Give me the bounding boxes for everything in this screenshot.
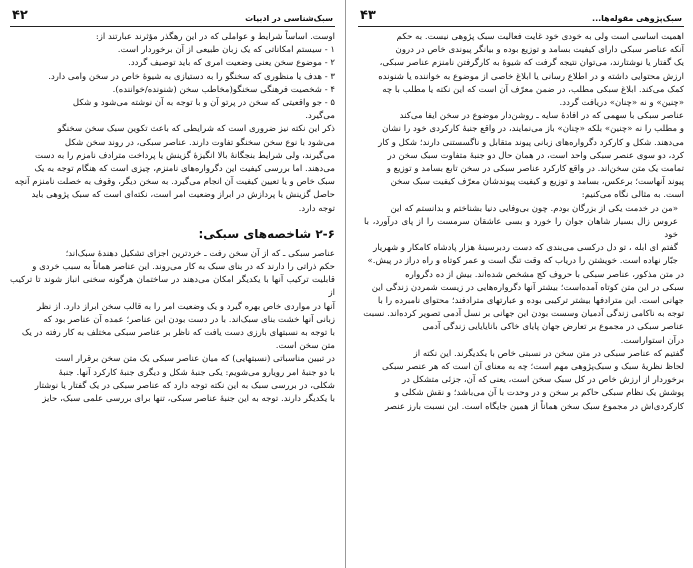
text-line: کمک می‌کند. ابلاغ سبکی مطلب، در ضمن معرّف آن است که این نکته یا مطلب با چه [382, 84, 684, 95]
text-line: عناصر سبکی با سهمی که در افادهٔ سایه ـ روشن‌دار موضوع در سخن ایفا می‌کند [399, 111, 684, 122]
text-line: لحاظ نظریهٔ سبک و سبک‌پژوهی مهم است؛ چه به معنای آن است که هر عنصر سبکی [382, 362, 684, 373]
list-item: ۴ - شخصیت فرهنگی سخنگو(مخاطب سخن (شنونده/خواننده). [112, 84, 335, 95]
text-line: کارکردی‌اش در مجموع سبک سخن هماناً از همین جایگاه است. این نسبت بارز عنصر [385, 401, 684, 412]
text-line: با توجه به نسبتهای بارزی دست یافت که ناظر بر عناصر سبکی مختلف به کار رفته در یک [21, 328, 335, 339]
text-line: آنها در مواردی خاص بهره گیرد و یک وضعیت امر را به قالب سخن ابراز دارد. از نظر [37, 301, 335, 312]
quote-line: گفتم ای ابله ، تو دل درکسی می‌بندی که دست ردبرسینهٔ هزار پادشاه کامکار و شهریار [373, 243, 678, 254]
left-page [0, 0, 346, 568]
text-line: با یکدیگر دارند. توجه به این جنبهٔ عناصر سبکی، تنها برای بررسی علمی سبک، حایز [42, 394, 335, 405]
text-line: کرد، دو سوی عنصر سبکی واحد است، در همان حال دو جنبهٔ متفاوت سبک سخن در [387, 150, 684, 161]
text-line: توجه به ناکامی زندگی آدمیان وسست بودن این جهانی بر نسل آدمی تصویر کرده‌اند. نسبت [363, 309, 684, 320]
text-line: اهمیت اساسی است ولی به خودی خود غایت فعالیت سبک پژوهی نیست. به حکم [396, 32, 684, 42]
text-line: برخوردار از ارزش خاص در کل سبک سخن است، یعنی که آن، جزئی متشکل در [402, 375, 684, 386]
list-item: ۵ - جو واقعیتی که سخن در پرتو آن و با توجه به آن نوشته می‌شود و شکل [72, 98, 335, 109]
text-line: آنکه عناصر سبکی دارای کیفیت بسامد و توزیع بوده و بیانگر پیوندی خاص در درون [395, 45, 684, 56]
text-line: است. به مثالی نگاه می‌کنیم: [581, 190, 684, 201]
left-running-title: سبک‌شناسی در ادبیات [245, 14, 333, 23]
text-line: جهانی است. این مترادفها بیشتر ترکیبی بوده و عبارتهای مترادفند؛ محتوای نامبرده را با [377, 296, 684, 307]
text-line: می‌گیرد. [305, 111, 335, 122]
text-line: با دو جنبهٔ امر رویارو می‌شویم: یکی جنبهٔ شکل و دیگری جنبهٔ کارکرد آنها. جنبهٔ [58, 367, 335, 378]
text-line: در تبیین مناسباتی (نسبتهایی) که میان عناصر سبکی یک متن سخن برقرار است [55, 354, 335, 365]
text-line: درآن استواراست. [620, 335, 684, 346]
quote-line: جبّار نهاده است. خویشتن را دریاب که وقت تنگ است و عمر کوتاه و راه دراز در پیش.» [367, 256, 678, 267]
text-line: می‌شود با نوع سخن سخنگو تفاوت دارند. عناصر سبکی، در روند سخن شکل [64, 137, 335, 148]
quote-line: عروس زال بسیار شاهان جوان را خورد و بسی عاشقان سرمست را از پای درآورد، با خود [364, 216, 678, 241]
right-page [346, 0, 692, 568]
text-line: یک گفتار یا نوشتارند، می‌توان نتیجه گرفت که شیوهٔ به کارگرفتن نامنزم عناصر سبکی، [379, 58, 684, 69]
text-line: حکم ذراتی را دارند که در بنای سبک به کار می‌روند. این عناصر هماناً به سبب خردی و [32, 262, 335, 273]
text-line: گفتیم که عناصر سبکی در متن سخن در نسبتی خاص با یکدیگرند. این نکته از [413, 348, 684, 359]
text-line: می‌دهند. شکل و کارکرد دگرواره‌های زبانی پیوند متقابل و ناگسستنی دارند؛ شکل و کار [378, 137, 684, 148]
right-running-title: سبک‌پژوهی مقوله‌ها... [592, 14, 682, 23]
list-item: ۱ - سیستم امکاناتی که یک زبان طبیعی از آن برخوردار است. [117, 45, 335, 56]
right-page-number: ۴۳ [360, 8, 376, 23]
text-line: تمامت یک متن سخن‌اند. در واقع کارکرد عناصر سبکی در سخن تابع بسامد و توزیع و [386, 164, 684, 175]
left-page-body [10, 31, 335, 406]
text-line: «چنین» و نه «چنان» دریافت گردد. [559, 98, 684, 109]
text-line: سبکی در این متن کوتاه آمده‌است؛ بیشتر آنها دگرواره‌هایی در زیست شمردن زندگی این [371, 282, 684, 293]
left-page-number: ۴۲ [12, 8, 28, 23]
section-heading: ۲-۶ شاخصه‌های سبکی: [198, 226, 335, 241]
text-line: عناصر سبکی در مجموع بر تعارض جهان پایای خاکی بانایایایی زندگی آدمی [422, 322, 684, 333]
left-page-header [10, 6, 335, 27]
text-line: قابلیت ترکیب آنها با یکدیگر امکان می‌دهند در ساختمان هرگونه سخنی انباز شوند تا ترکیب از [10, 275, 335, 299]
text-line: اوست. اساساً شرایط و عواملی که در این رهگذر مؤثرند عبارتند از: [95, 32, 335, 42]
text-line: زبانی آنها خشت بنای سبک‌اند. با در دست بودن این عناصر؛ عمده آن عناصر بود که [43, 314, 335, 325]
text-line: می‌دهند. اما بررسی کیفیت این دگرواره‌های نامنزم، چیزی است که هنگام توجه به یک [34, 164, 335, 175]
quoted-passage [358, 203, 684, 269]
text-line: می‌گیرند، ولی شرایط بنجگانهٔ بالا انگیزهٔ گزینش یا پرداخت مترادف نامزم را به دست [35, 150, 335, 161]
text-line: و مطلب را نه «چنین» بلکه «چنان» باز می‌نمایند، در واقع جنبهٔ کارکردی خود را نشان [382, 124, 684, 135]
list-item: ۲ - موضوع سخن یعنی وضعیت امری که باید توصیف گردد. [128, 58, 335, 69]
list-item: ۳ - هدف یا منظوری که سخنگو را به دستیازی به شیوهٔ خاص در سخن وامی دارد. [48, 71, 335, 82]
text-line: پوشش یک نظام سبکی حاکم بر سخن و در وحدت با آن می‌باشد؛ و نقش شکلی و [394, 388, 684, 399]
text-line: سبک خاص و یا تعیین کیفیت آن انجام می‌گیرد. به سخن دیگر، وقوف به خصلت نامنزم آنچه [14, 177, 335, 188]
right-page-body [358, 31, 684, 414]
text-line: پیوند آنهاست؛ برعکس، بسامد و توزیع و کیفیت پیوندشان معرّف کیفیت سبک سخن [390, 177, 684, 188]
text-line: ارزش محتوایی داشته و در اطلاع رسانی یا ابلاغ خاصی از موضوع به خواننده یا شنونده [378, 71, 684, 82]
quote-line: «من در خدمت یکی از بزرگان بودم. چون بی‌وفایی دنیا بشناختم و بدانستم که این [390, 203, 678, 214]
text-line: حاصل گزینش یا پردازش در ابراز وضعیت امر است، نکته‌ای است که سبک پژوهی باید [31, 190, 335, 201]
text-line: شکلی، در بررسی سبک به این نکته توجه دارد که عناصر سبکی در یک گفتار یا نوشتار [34, 380, 335, 391]
text-line: متن سخن است. [275, 341, 335, 352]
text-line: عناصر سبکی ـ که از آن سخن رفت ـ خردترین اجزای تشکیل دهندهٔ سبک‌اند؛ [65, 248, 335, 259]
right-page-header [358, 6, 684, 27]
text-line: در متن مذکور، عناصر سبکی با حروف کج مشخص شده‌اند. بیش از ده دگرواره [405, 269, 684, 280]
text-line: توجه دارد. [298, 203, 335, 214]
text-line: ذکر این نکته نیز ضروری است که شرایطی که باعث تکوین سبک سخن سخنگو [57, 124, 335, 135]
